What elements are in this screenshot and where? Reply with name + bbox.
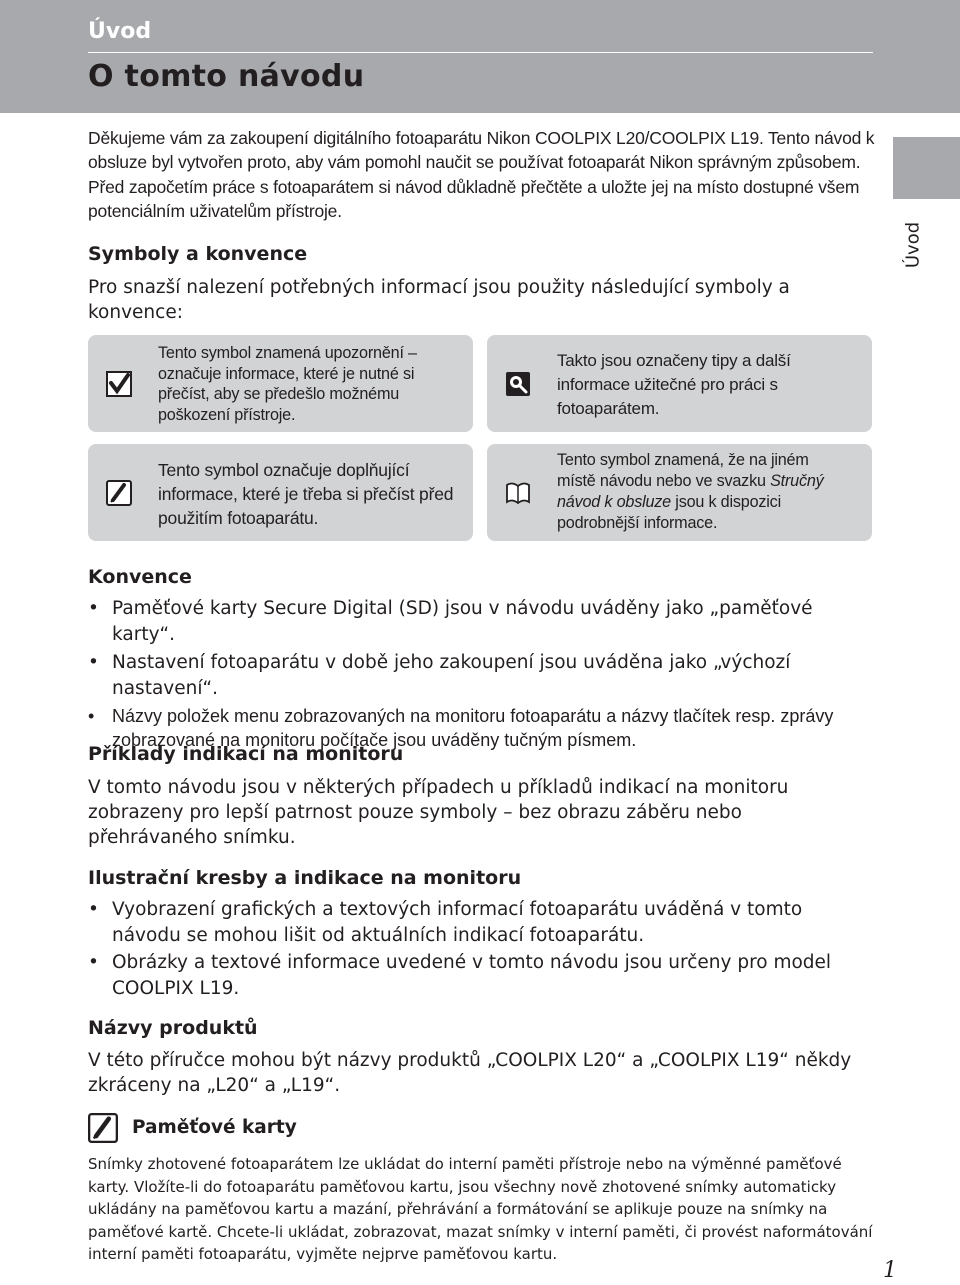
illustrations-list [88, 897, 858, 1001]
symbol-reference-text [557, 450, 847, 534]
page-title: O tomto návodu [88, 59, 365, 94]
symbol-tip-text: Takto jsou označeny tipy a další informace užitečné pro práci s fotoaparátem. [557, 351, 791, 418]
pencil-note-icon [106, 480, 132, 506]
konvence-list [88, 596, 878, 752]
side-tab-marker [893, 137, 960, 199]
checkmark-warning-icon [106, 371, 132, 397]
symbols-heading: Symboly a konvence [88, 243, 308, 265]
list-item: • Vyobrazení grafických a textových informací fotoaparátu uváděná v tomto návodu se mohou lišit od aktuálních indikací fotoaparátu. [88, 897, 858, 948]
illustrations-heading: Ilustrační kresby a indikace na monitoru [88, 867, 522, 889]
symbols-intro-text: Pro snazší nalezení potřebných informací jsou použity následující symboly a konvence: [88, 277, 790, 323]
list-item: • Nastavení fotoaparátu v době jeho zakoupení jsou uváděna jako „výchozí nastavení“. [88, 650, 878, 701]
symbol-box-note [88, 444, 473, 541]
symbol-box-tip [487, 335, 872, 432]
symbol-warning-text: Tento symbol znamená upozornění – označuje informace, které je nutné si přečíst, aby se předešlo možnému poškození přístroje. [158, 344, 417, 424]
symbol-box-reference [487, 444, 872, 541]
konvence-heading: Konvence [88, 566, 192, 588]
examples-text: V tomto návodu jsou v některých případech u příkladů indikací na monitoru zobrazeny pro lepší patrnost pouze symboly – bez obrazu záběru nebo přehrávaného snímku. [88, 777, 789, 848]
list-item: • Paměťové karty Secure Digital (SD) jsou v návodu uváděny jako „paměťové karty“. [88, 596, 878, 647]
side-tab-label [900, 222, 926, 268]
reference-text-before: Tento symbol znamená, že na jiném místě návodu nebo ve svazku [557, 451, 809, 490]
list-item: • Obrázky a textové informace uvedené v tomto návodu jsou určeny pro model COOLPIX L19. [88, 950, 858, 1001]
note-title: Paměťové karty [132, 1117, 297, 1138]
examples-heading: Příklady indikací na monitoru [88, 743, 404, 765]
side-tab-text: Úvod [902, 221, 924, 269]
product-names-heading: Názvy produktů [88, 1017, 258, 1039]
pencil-note-icon [88, 1113, 118, 1143]
page-number: 1 [883, 1258, 897, 1283]
list-item: • Názvy položek menu zobrazovaných na monitoru fotoaparátu a názvy tlačítek resp. zprávy zobrazované na monitoru počítače jsou uváděny tučným písmem. [88, 704, 878, 752]
reference-text-after: jsou k dispozici podrobnější informace. [557, 493, 781, 532]
chapter-header [0, 0, 960, 113]
reference-text-emphasis: Stručný návod k obsluze [557, 472, 824, 511]
magnifier-tip-icon [505, 371, 531, 397]
header-rule [88, 52, 873, 53]
symbol-note-text: Tento symbol označuje doplňující informace, které je třeba si přečíst před použitím fotoaparátu. [158, 460, 454, 528]
chapter-section-label: Úvod [88, 19, 152, 44]
symbol-box-warning [88, 335, 473, 432]
note-text: Snímky zhotovené fotoaparátem lze ukládat do interní paměti přístroje nebo na výměnné paměťové karty. Vložíte-li do fotoaparátu paměťovou kartu, jsou všechny nově zhotovené snímky automaticky ukládány na paměťovou kartu a mazání, přehrávání a formátování se aplikuje pouze na snímky na paměťové kartě. Chcete-li ukládat, zobrazovat, mazat snímky v interní paměti, či provést naformátování interní paměti fotoaparátu, vyjměte nejprve paměťovou kartu. [88, 1155, 873, 1264]
book-reference-icon [505, 480, 531, 506]
intro-paragraph: Děkujeme vám za zakoupení digitálního fotoaparátu Nikon COOLPIX L20/COOLPIX L19. Tento návod k obsluze byl vytvořen proto, aby vám pomohl naučit se používat fotoaparát Nikon správným způsobem. Před započetím práce s fotoaparátem si návod důkladně přečtěte a uložte jej na místo dostupné všem potenciálním uživatelům přístroje. [88, 128, 875, 221]
product-names-text: V této příručce mohou být názvy produktů „COOLPIX L20“ a „COOLPIX L19“ někdy zkráceny na „L20“ a „L19“. [88, 1050, 852, 1096]
